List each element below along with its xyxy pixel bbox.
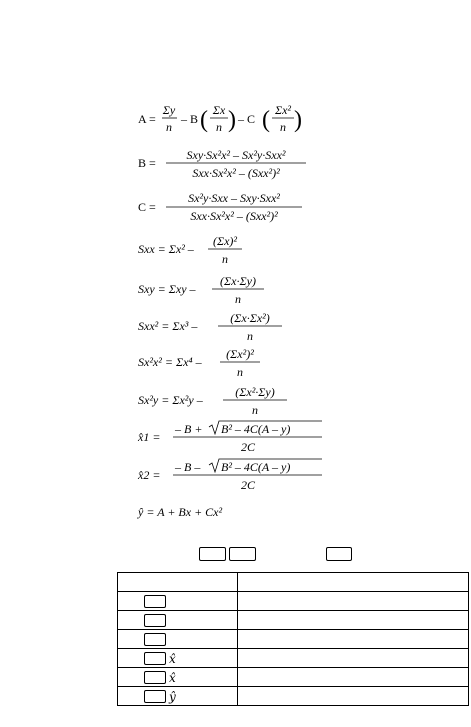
table-cell-desc <box>238 592 469 611</box>
formula-x1-radicand: B² – 4C(A – y) <box>221 422 291 436</box>
table-cell-key <box>118 630 238 649</box>
table-cell-key <box>118 649 238 668</box>
formula-sx2y-denominator: n <box>252 403 258 417</box>
table-cell-key <box>118 611 238 630</box>
table-cell-key <box>118 592 238 611</box>
table-cell-key <box>118 668 238 687</box>
formula-sxx-numerator: (Σx)² <box>212 234 238 248</box>
formula-a-term1-num: Σy <box>162 103 176 117</box>
formula-a <box>138 103 302 134</box>
formula-sxx2 <box>138 311 282 343</box>
table-row <box>118 649 469 668</box>
calculator-key <box>144 671 166 684</box>
formula-a-term1-den: n <box>166 120 172 134</box>
formula-sx2y-numerator: (Σx²·Σy) <box>235 385 275 399</box>
formula-a-lhs: A = <box>138 112 156 126</box>
paren-left: ( <box>200 107 208 133</box>
table-cell-desc <box>238 649 469 668</box>
calculator-key <box>144 614 166 627</box>
result-symbol-y-hat: ŷ <box>169 689 176 704</box>
formula-sx2x2 <box>138 347 260 379</box>
result-symbol-x-hat: x̂ <box>169 670 176 685</box>
formula-sxx-denominator: n <box>222 252 228 266</box>
formula-a-minus-c: – C <box>238 112 256 126</box>
table-header-row <box>118 573 469 592</box>
key-operation-table <box>117 572 469 706</box>
table-header-cell <box>238 573 469 592</box>
table-row <box>118 592 469 611</box>
calculator-key <box>144 652 166 665</box>
table-cell-desc <box>238 611 469 630</box>
calculator-key <box>199 547 226 561</box>
formula-x-hat-2 <box>137 459 322 492</box>
table-cell-desc <box>238 630 469 649</box>
table-row <box>118 687 469 706</box>
formula-sxx2-denominator: n <box>247 329 253 343</box>
table-cell-desc <box>238 687 469 706</box>
result-symbol-x-hat: x̂ <box>169 651 176 666</box>
formula-c-numerator: Sx²y·Sxx – Sxy·Sxx² <box>188 191 280 205</box>
formula-sxx-lhs: Sxx = Σx² – <box>138 242 194 256</box>
formula-c <box>138 191 302 223</box>
formula-sx2y <box>138 385 287 417</box>
paren-right: ) <box>228 107 236 133</box>
table-row <box>118 611 469 630</box>
calculator-key <box>144 595 166 608</box>
formula-sxx <box>138 234 242 266</box>
calculator-key <box>326 547 352 561</box>
formula-b-denominator: Sxx·Sx²x² – (Sxx²)² <box>192 166 280 180</box>
formula-x1-lhs: x̂1 = <box>138 430 161 444</box>
formula-sxx2-lhs: Sxx² = Σx³ – <box>138 319 198 333</box>
formula-a-term2-den: n <box>216 120 222 134</box>
formula-sxy-denominator: n <box>235 292 241 306</box>
formula-sxy <box>138 274 264 306</box>
formula-b-lhs: B = <box>138 156 156 170</box>
formula-sx2x2-lhs: Sx²x² = Σx⁴ – <box>138 355 202 369</box>
formula-sxy-numerator: (Σx·Σy) <box>220 274 256 288</box>
formula-b <box>138 148 306 180</box>
formula-b-numerator: Sxy·Sx²x² – Sx²y·Sxx² <box>186 148 286 162</box>
table-row <box>118 668 469 687</box>
paren-right: ) <box>294 107 302 133</box>
formula-x1-denominator: 2C <box>240 440 256 454</box>
formula-a-minus-b: – B <box>181 112 199 126</box>
paren-left: ( <box>262 107 270 133</box>
table-header-cell <box>118 573 238 592</box>
table-cell-key <box>118 687 238 706</box>
formula-x1-num-prefix: – B + <box>175 422 203 436</box>
formula-a-term2-num: Σx <box>212 103 226 117</box>
table-row <box>118 630 469 649</box>
formula-x-hat-1 <box>137 421 322 454</box>
formula-a-term3-num: Σx² <box>274 103 292 117</box>
formula-a-term3-den: n <box>280 120 286 134</box>
key-sequence-row <box>0 547 471 563</box>
formula-y-hat: ŷ = A + Bx + Cx² <box>138 505 223 519</box>
formula-sx2y-lhs: Sx²y = Σx²y – <box>138 393 203 407</box>
formula-c-denominator: Sxx·Sx²x² – (Sxx²)² <box>190 209 278 223</box>
formula-c-lhs: C = <box>138 200 156 214</box>
formula-x2-lhs: x̂2 = <box>138 468 161 482</box>
calculator-key <box>144 633 166 646</box>
calculator-key <box>229 547 256 561</box>
table-cell-desc <box>238 668 469 687</box>
formula-sxx2-numerator: (Σx·Σx²) <box>230 311 270 325</box>
calculator-key <box>144 690 166 703</box>
formula-sx2x2-numerator: (Σx²)² <box>226 347 254 361</box>
formula-x2-denominator: 2C <box>240 478 256 492</box>
formula-x2-num-prefix: – B – <box>175 460 201 474</box>
formula-x2-radicand: B² – 4C(A – y) <box>221 460 291 474</box>
formula-sxy-lhs: Sxy = Σxy – <box>138 282 196 296</box>
formula-sx2x2-denominator: n <box>237 365 243 379</box>
